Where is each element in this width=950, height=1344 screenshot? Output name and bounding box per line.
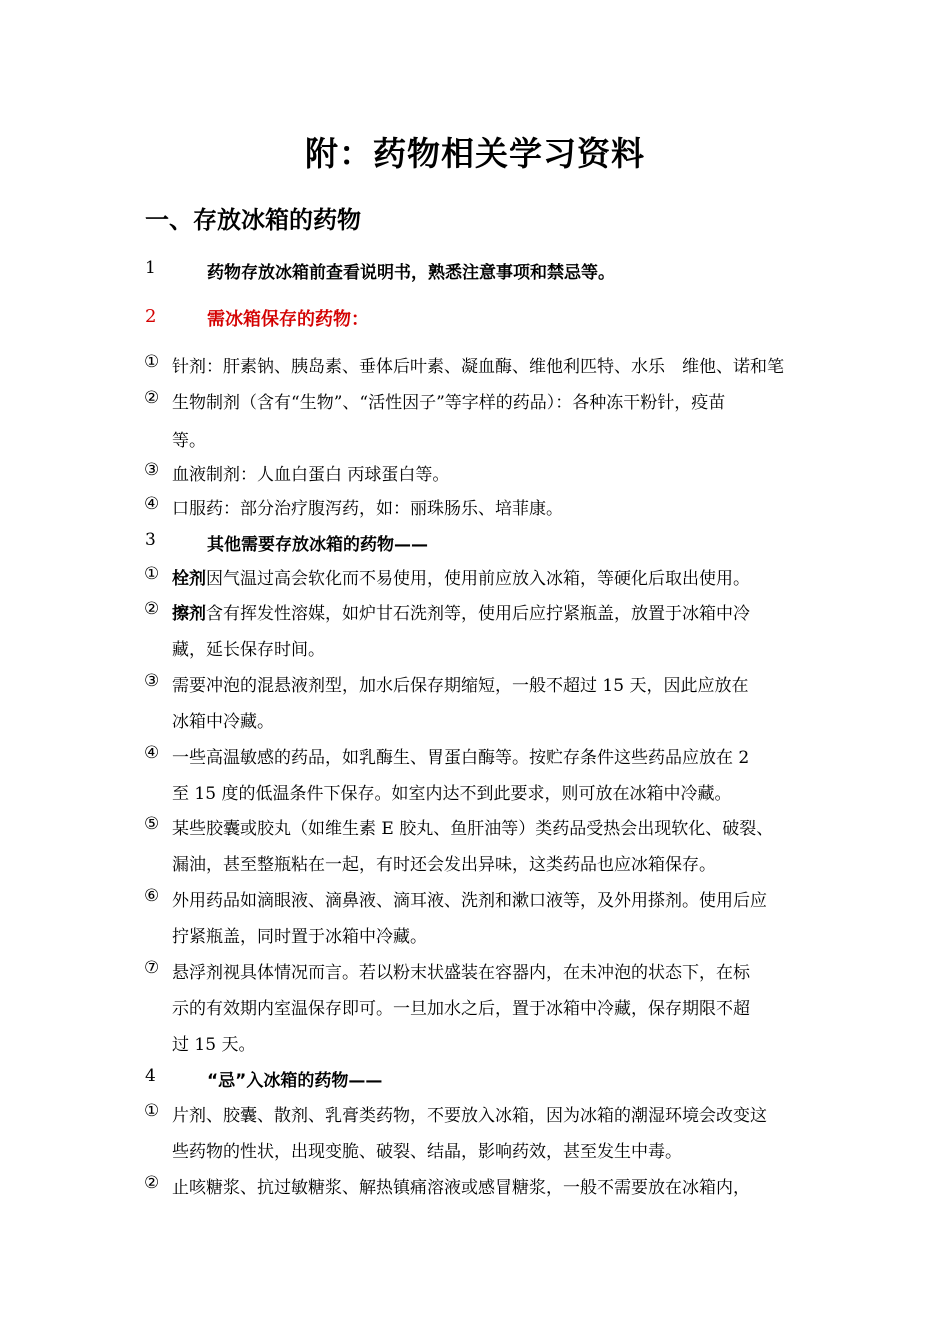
- list3-item-7-cont: 示的有效期内室温保存即可。一旦加水之后，置于冰箱中冷藏，保存期限不超: [172, 999, 750, 1019]
- marker-3-5: ⑤: [144, 814, 160, 834]
- list3-item-4-cont: 至 15 度的低温条件下保存。如室内达不到此要求，则可放在冰箱中冷藏。: [172, 784, 732, 804]
- list3-item-7: 悬浮剂视具体情况而言。若以粉末状盛装在容器内，在未冲泡的状态下，在标: [172, 963, 750, 983]
- item-heading-4: “忌”入冰箱的药物——: [207, 1071, 383, 1091]
- item-number-3: 3: [145, 530, 156, 550]
- marker-4-2: ②: [144, 1173, 160, 1193]
- list3-item-1: [172, 564, 750, 589]
- list3-item-2-text: 含有挥发性溶媒，如炉甘石洗剂等，使用后应拧紧瓶盖，放置于冰箱中冷: [206, 604, 750, 624]
- page-title: 附：药物相关学习资料: [305, 134, 645, 173]
- list4-item-2: 止咳糖浆、抗过敏糖浆、解热镇痛溶液或感冒糖浆，一般不需要放在冰箱内，: [172, 1178, 750, 1198]
- marker-3-3: ③: [144, 671, 160, 691]
- list3-item-2: [172, 599, 750, 624]
- marker-3-6: ⑥: [144, 886, 160, 906]
- list3-item-1-text: 因气温过高会软化而不易使用，使用前应放入冰箱，等硬化后取出使用。: [206, 569, 750, 589]
- marker-3-4: ④: [144, 743, 160, 763]
- list2-item-2-cont: 等。: [172, 431, 206, 451]
- term-liniment: 擦剂: [172, 604, 206, 624]
- list2-item-2: 生物制剂（含有“生物”、“活性因子”等字样的药品）：各种冻干粉针，疫苗: [172, 393, 726, 413]
- list3-item-6: 外用药品如滴眼液、滴鼻液、滴耳液、洗剂和漱口液等，及外用搽剂。使用后应: [172, 891, 767, 911]
- item-text-1: 药物存放冰箱前查看说明书，熟悉注意事项和禁忌等。: [207, 263, 615, 283]
- list3-item-7-cont2: 过 15 天。: [172, 1035, 256, 1055]
- list3-item-3-cont: 冰箱中冷藏。: [172, 712, 274, 732]
- marker-2-1: ①: [144, 352, 160, 372]
- marker-2-3: ③: [144, 460, 160, 480]
- section-heading: 一、存放冰箱的药物: [145, 206, 361, 234]
- list2-item-1: 针剂：肝素钠、胰岛素、垂体后叶素、凝血酶、维他利匹特、水乐 维他、诺和笔: [172, 357, 784, 377]
- item-number-1: 1: [145, 258, 156, 278]
- item-number-2: 2: [145, 306, 157, 327]
- list3-item-4: 一些高温敏感的药品，如乳酶生、胃蛋白酶等。按贮存条件这些药品应放在 2: [172, 748, 750, 768]
- list3-item-5: 某些胶囊或胶丸（如维生素 E 胶丸、鱼肝油等）类药品受热会出现软化、破裂、: [172, 819, 774, 839]
- marker-3-1: ①: [144, 564, 160, 584]
- list2-item-4: 口服药：部分治疗腹泻药，如：丽珠肠乐、培菲康。: [172, 499, 563, 519]
- item-number-4: 4: [145, 1066, 156, 1086]
- marker-2-4: ④: [144, 494, 160, 514]
- list2-item-3: 血液制剂：人血白蛋白 丙球蛋白等。: [172, 465, 450, 485]
- list3-item-5-cont: 漏油，甚至整瓶粘在一起，有时还会发出异味，这类药品也应冰箱保存。: [172, 855, 716, 875]
- item-heading-3: 其他需要存放冰箱的药物——: [207, 535, 428, 555]
- term-suppository: 栓剂: [172, 569, 206, 589]
- list3-item-6-cont: 拧紧瓶盖，同时置于冰箱中冷藏。: [172, 927, 427, 947]
- marker-4-1: ①: [144, 1101, 160, 1121]
- marker-3-2: ②: [144, 599, 160, 619]
- list3-item-2-cont: 藏，延长保存时间。: [172, 640, 325, 660]
- marker-2-2: ②: [144, 388, 160, 408]
- list4-item-1-cont: 些药物的性状，出现变脆、破裂、结晶，影响药效，甚至发生中毒。: [172, 1142, 682, 1162]
- list4-item-1: 片剂、胶囊、散剂、乳膏类药物，不要放入冰箱，因为冰箱的潮湿环境会改变这: [172, 1106, 767, 1126]
- marker-3-7: ⑦: [144, 958, 160, 978]
- item-heading-2: 需冰箱保存的药物：: [207, 309, 369, 330]
- list3-item-3: 需要冲泡的混悬液剂型，加水后保存期缩短，一般不超过 15 天，因此应放在: [172, 676, 749, 696]
